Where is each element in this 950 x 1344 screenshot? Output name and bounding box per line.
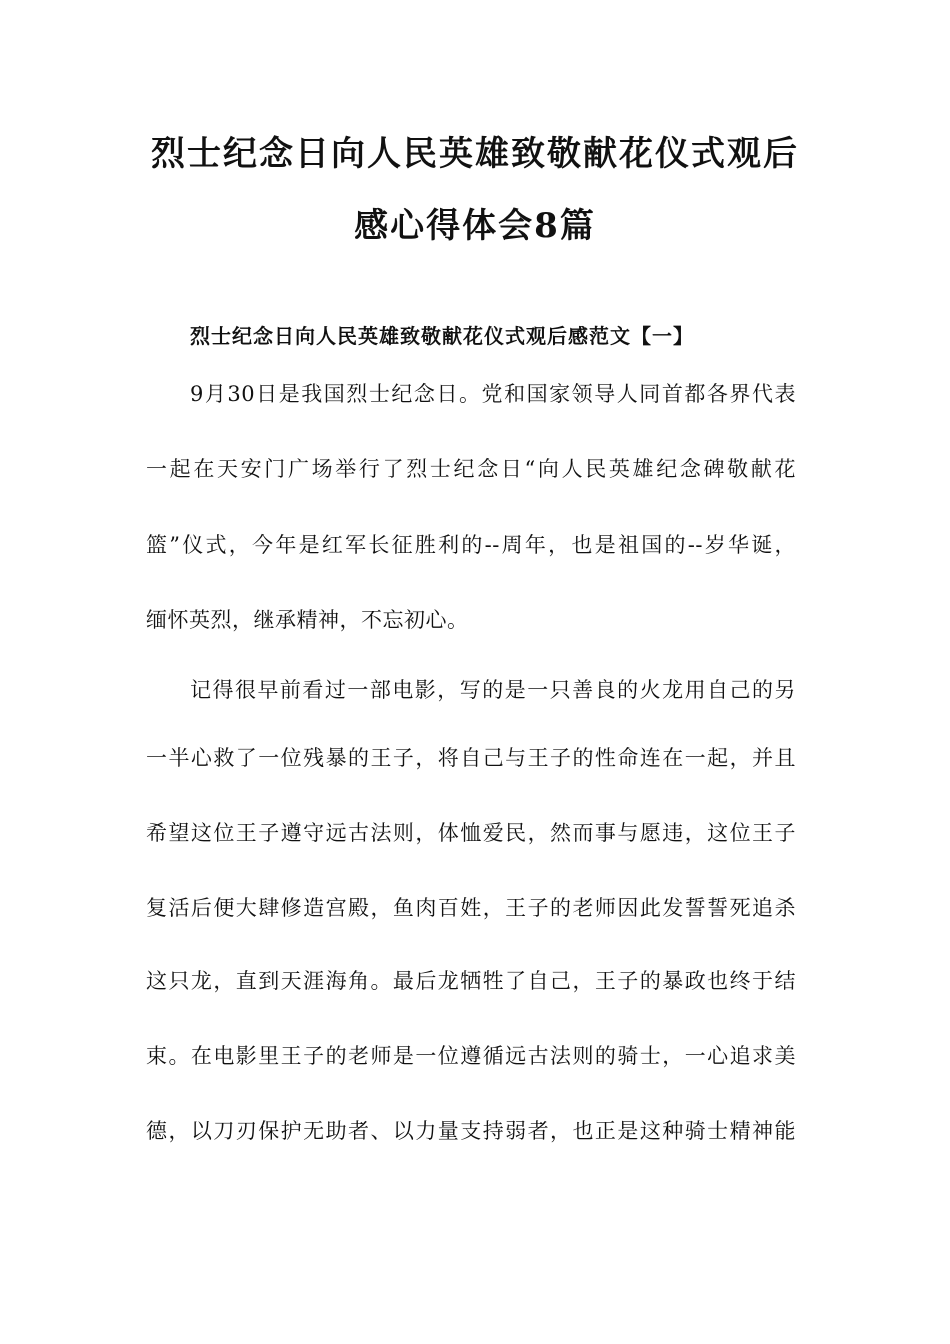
document-title-line-2: 感心得体会8篇 — [354, 206, 596, 246]
paragraph-1-line-4: 缅怀英烈，继承精神，不忘初心。 — [146, 608, 469, 632]
paragraph-1-line-1: 9月30日是我国烈士纪念日。党和国家领导人同首都各界代表 — [190, 382, 796, 406]
document-title-line-1: 烈士纪念日向人民英雄致敬献花仪式观后 — [151, 134, 799, 174]
paragraph-1-line-2: 一起在天安门广场举行了烈士纪念日“向人民英雄纪念碑敬献花 — [146, 457, 796, 481]
paragraph-2-line-6: 束。在电影里王子的老师是一位遵循远古法则的骑士，一心追求美 — [146, 1044, 796, 1068]
paragraph-2-line-2: 一半心救了一位残暴的王子，将自己与王子的性命连在一起，并且 — [146, 746, 796, 770]
paragraph-2-line-1: 记得很早前看过一部电影，写的是一只善良的火龙用自己的另 — [190, 678, 796, 702]
paragraph-2-line-7: 德，以刀刃保护无助者、以力量支持弱者，也正是这种骑士精神能 — [146, 1119, 796, 1143]
paragraph-2-line-5: 这只龙，直到天涯海角。最后龙牺牲了自己，王子的暴政也终于结 — [146, 969, 796, 993]
paragraph-2-line-4: 复活后便大肆修造宫殿，鱼肉百姓，王子的老师因此发誓誓死追杀 — [146, 896, 796, 920]
paragraph-1-line-3: 篮”仪式，今年是红军长征胜利的--周年，也是祖国的--岁华诞， — [146, 533, 796, 557]
paragraph-2-line-3: 希望这位王子遵守远古法则，体恤爱民，然而事与愿违，这位王子 — [146, 821, 796, 845]
section-heading: 烈士纪念日向人民英雄致敬献花仪式观后感范文【一】 — [190, 324, 694, 348]
